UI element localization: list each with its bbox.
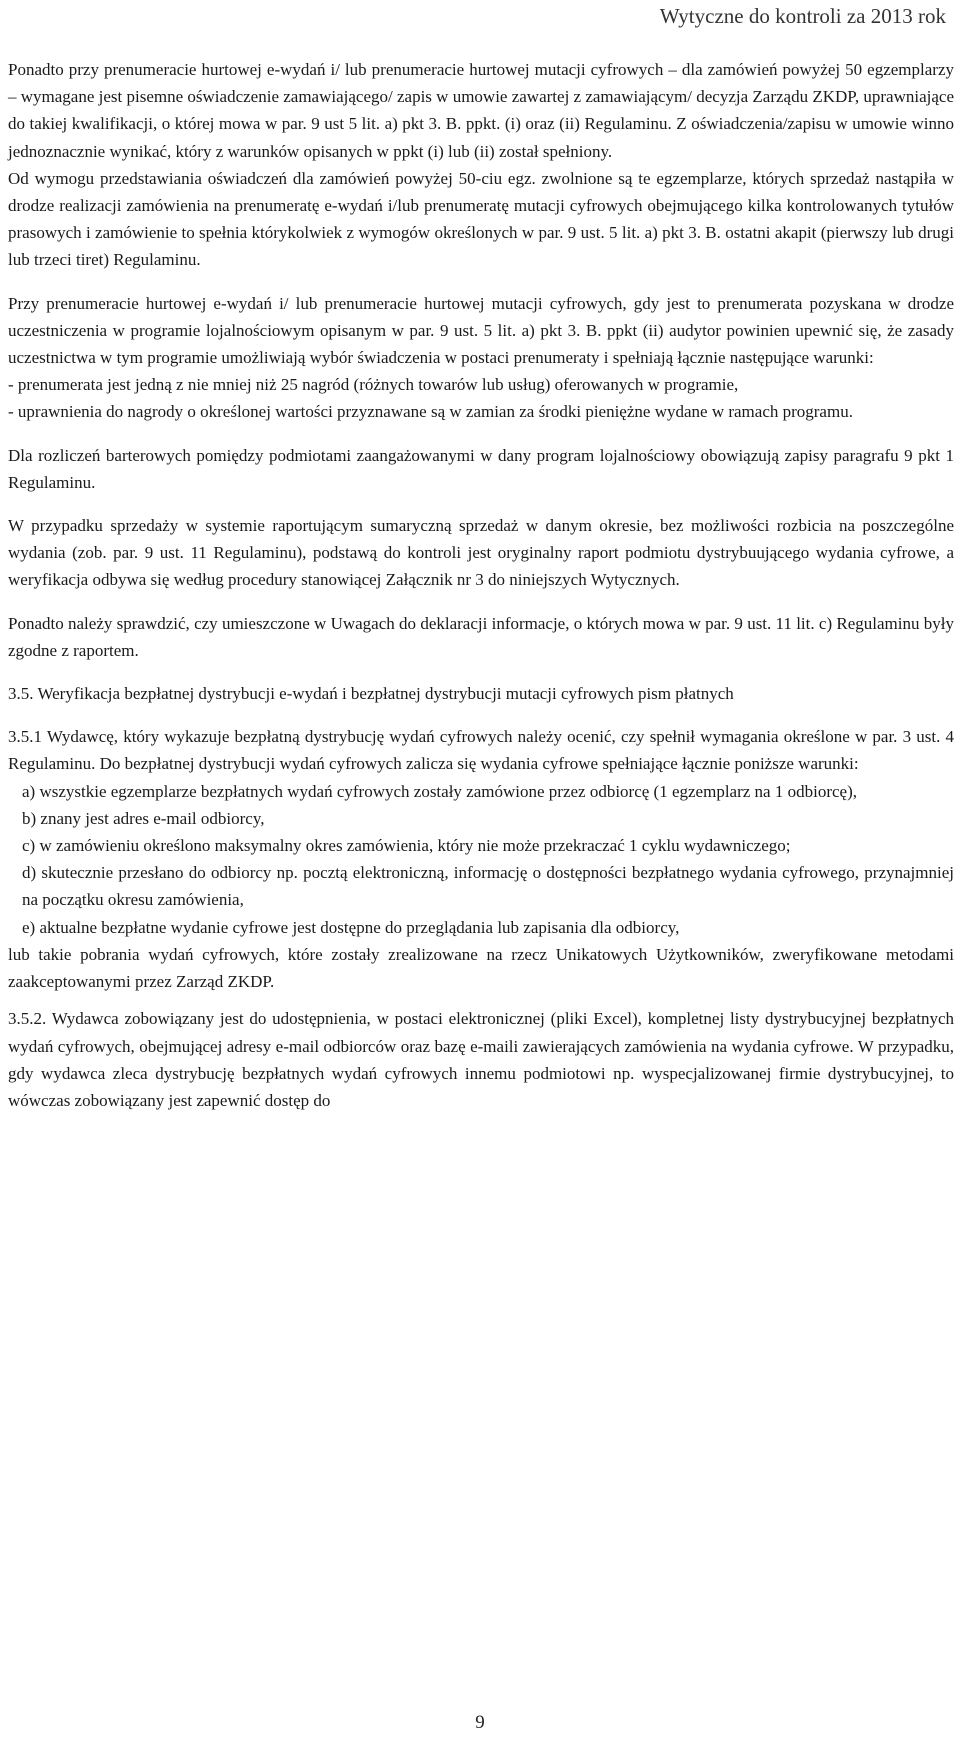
- list-item-c: c) w zamówieniu określono maksymalny okres zamówienia, który nie może przekraczać 1 cyklu wydawniczego;: [22, 836, 791, 856]
- paragraph-loyalty-condition-2: - uprawnienia do nagrody o określonej wartości przyznawane są w zamian za środki pieniężne wydane w ramach programu.: [8, 402, 853, 422]
- section-heading-3-5: 3.5. Weryfikacja bezpłatnej dystrybucji e-wydań i bezpłatnej dystrybucji mutacji cyfrowych pism płatnych: [8, 684, 734, 704]
- paragraph-exemption: Od wymogu przedstawiania oświadczeń dla zamówień powyżej 50-ciu egz. zwolnione są te egzemplarze, których sprzedaż nastąpiła w drodze realizacji zamówienia na prenumeratę e-wydań i/lub prenumeratę mutacji cyfrowych obejmującego kilka kontrolowanych tytułów prasowych i zamówienie to spełnia którykolwiek z wymogów określonych w par. 9 ust. 5 lit. a) pkt 3. B. ostatni akapit (pierwszy lub drugi lub trzeci tiret) Regulaminu.: [8, 168, 954, 270]
- paragraph-wholesale-subscription: Ponadto przy prenumeracie hurtowej e-wydań i/ lub prenumeracie hurtowej mutacji cyfrowych – dla zamówień powyżej 50 egzemplarzy – wymagane jest pisemne oświadczenie zamawiającego/ zapis w umowie zawartej z zamawiającym/ decyzja Zarządu ZKDP, uprawniające do takiej kwalifikacji, o której mowa w par. 9 ust 5 lit. a) pkt 3. B. ppkt. (i) oraz (ii) Regulaminu. Z oświadczenia/zapisu w umowie winno jednoznacznie wynikać, który z warunków opisanych w ppkt (i) lub (ii) został spełniony.: [8, 60, 954, 161]
- paragraph-barter: Dla rozliczeń barterowych pomiędzy podmiotami zaangażowanymi w dany program lojalnościowy obowiązują zapisy paragrafu 9 pkt 1 Regulaminu.: [8, 445, 954, 492]
- list-item-a: a) wszystkie egzemplarze bezpłatnych wydań cyfrowych zostały zamówione przez odbiorcę (1 egzemplarz na 1 odbiorcę),: [22, 781, 857, 801]
- list-item-b: b) znany jest adres e-mail odbiorcy,: [22, 808, 265, 828]
- list-item-d: d) skutecznie przesłano do odbiorcy np. pocztą elektroniczną, informację o dostępności bezpłatnego wydania cyfrowego, przynajmniej na początku okresu zamówienia,: [22, 863, 954, 910]
- paragraph-loyalty-condition-1: - prenumerata jest jedną z nie mniej niż 25 nagród (różnych towarów lub usług) oferowanych w programie,: [8, 375, 739, 395]
- paragraph-unique-users: lub takie pobrania wydań cyfrowych, które zostały zrealizowane na rzecz Unikatowych Użytkowników, zweryfikowane metodami zaakceptowanymi przez Zarząd ZKDP.: [8, 944, 954, 992]
- paragraph-3-5-2: 3.5.2. Wydawca zobowiązany jest do udostępnienia, w postaci elektronicznej (pliki Excel), kompletnej listy dystrybucyjnej bezpłatnych wydań cyfrowych, obejmującej adresy e-mail odbiorców oraz bazę e-maili zawierających zamówienia na wydania cyfrowe. W przypadku, gdy wydawca zleca dystrybucję bezpłatnych wydań cyfrowych innemu podmiotowi np. wyspecjalizowanej firmie dystrybucyjnej, to wówczas zobowiązany jest zapewnić dostęp do: [8, 1009, 954, 1110]
- paragraph-remarks-check: Ponadto należy sprawdzić, czy umieszczone w Uwagach do deklaracji informacje, o których mowa w par. 9 ust. 11 lit. c) Regulaminu były zgodne z raportem.: [8, 613, 954, 660]
- paragraph-summary-reporting: W przypadku sprzedaży w systemie raportującym sumaryczną sprzedaż w danym okresie, bez możliwości rozbicia na poszczególne wydania (zob. par. 9 ust. 11 Regulaminu), podstawą do kontroli jest oryginalny raport podmiotu dystrybuującego wydania cyfrowe, a weryfikacja odbywa się według procedury stanowiącej Załącznik nr 3 do niniejszych Wytycznych.: [8, 516, 954, 590]
- paragraph-3-5-1: 3.5.1 Wydawcę, który wykazuje bezpłatną dystrybucję wydań cyfrowych należy ocenić, czy spełnił wymagania określone w par. 3 ust. 4 Regulaminu. Do bezpłatnej dystrybucji wydań cyfrowych zalicza się wydania cyfrowe spełniające łącznie poniższe warunki:: [8, 727, 954, 774]
- page-header-title: Wytyczne do kontroli za 2013 rok: [659, 4, 946, 28]
- list-item-e: e) aktualne bezpłatne wydanie cyfrowe jest dostępne do przeglądania lub zapisania dla odbiorcy,: [22, 917, 680, 937]
- page-number: 9: [475, 1712, 485, 1733]
- paragraph-loyalty-program: Przy prenumeracie hurtowej e-wydań i/ lub prenumeracie hurtowej mutacji cyfrowych, gdy jest to prenumerata pozyskana w drodze uczestniczenia w programie lojalnościowym opisanym w par. 9 ust. 5 lit. a) pkt 3. B. ppkt (ii) audytor powinien upewnić się, że zasady uczestnictwa w tym programie umożliwiają wybór świadczenia w postaci prenumeraty i spełniają łącznie następujące warunki:: [8, 293, 954, 368]
- document-body: [8, 56, 954, 1114]
